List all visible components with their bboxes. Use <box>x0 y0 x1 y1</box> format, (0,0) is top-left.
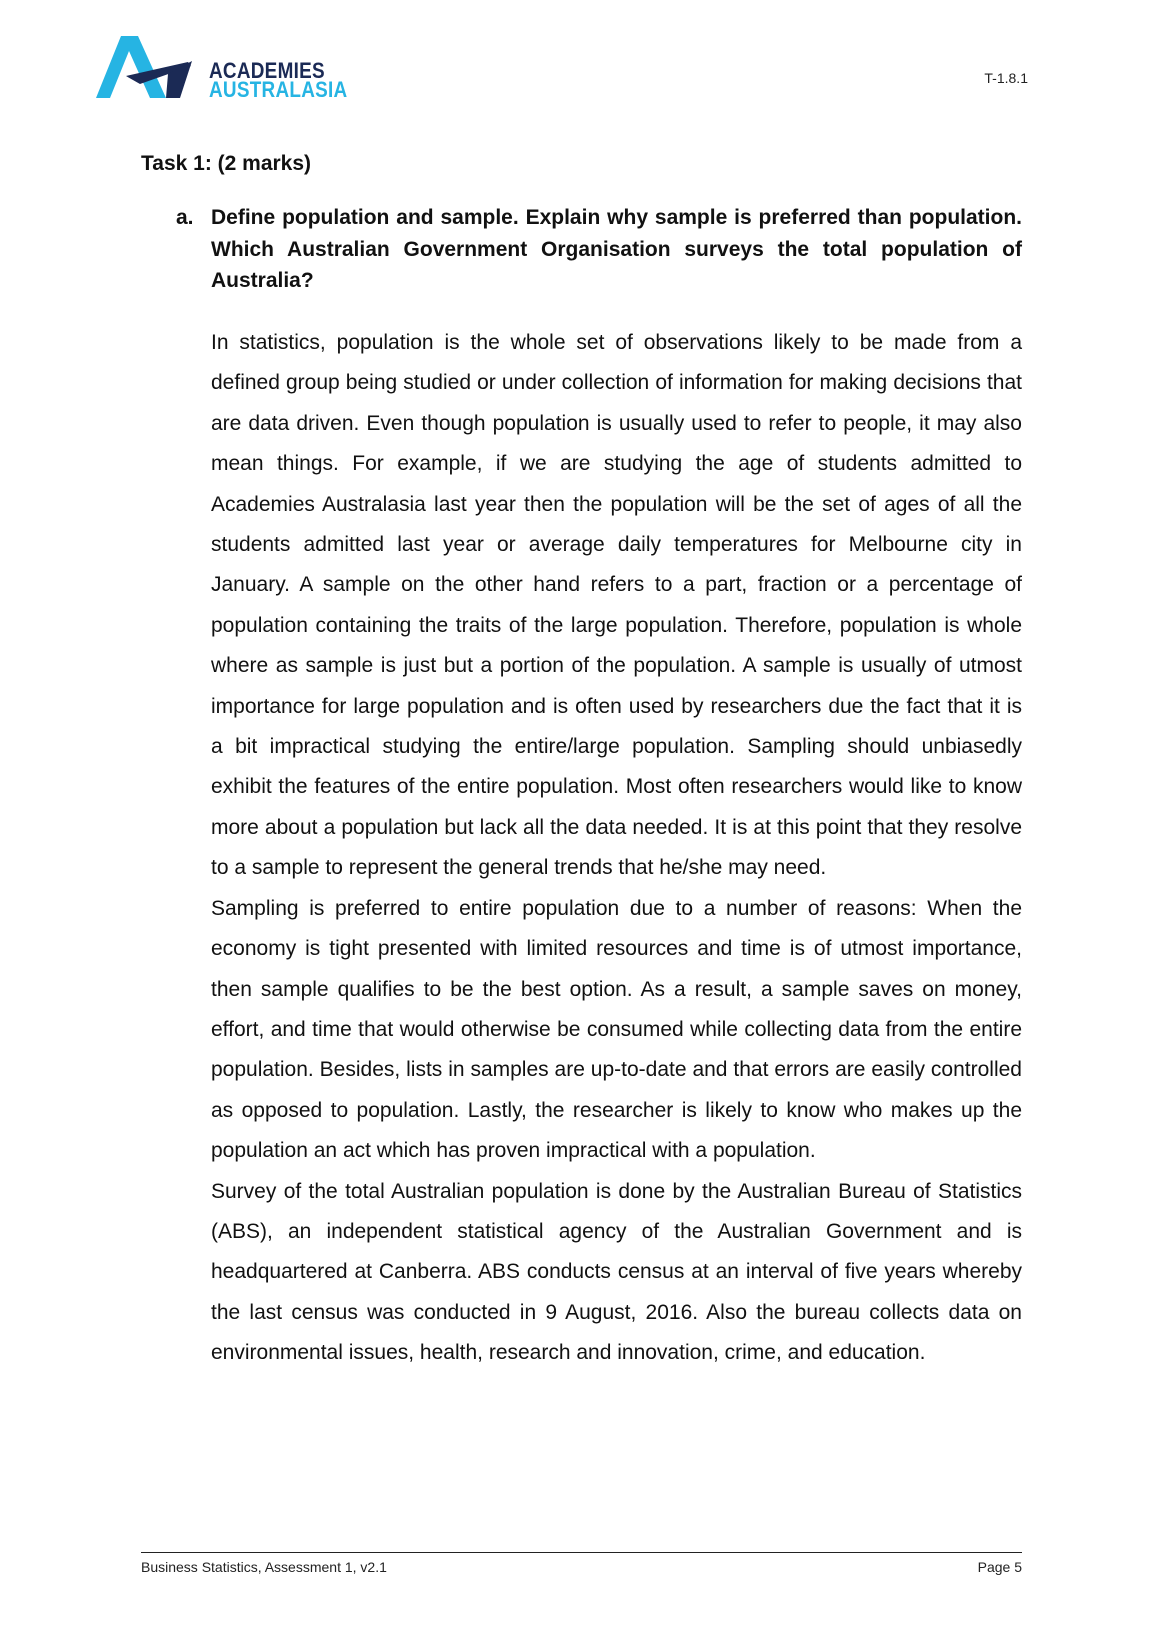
footer-document-title: Business Statistics, Assessment 1, v2.1 <box>141 1559 387 1575</box>
logo-line-australasia: AUSTRALASIA <box>209 77 348 102</box>
question-item <box>176 202 1022 297</box>
answer-paragraph-population-sample: In statistics, population is the whole set of observations likely to be made from a defined group being studied or under collection of information for making decisions that are data driven. Even though population is usually used to refer to people, it may also mean things. For example, if we are studying the age of students admitted to Academies Australasia last year then the population will be the set of ages of all the students admitted last year or average daily temperatures for Melbourne city in January. A sample on the other hand refers to a part, fraction or a percentage of population containing the traits of the large population. Therefore, population is whole where as sample is just but a portion of the population. A sample is usually of utmost importance for large population and is often used by researchers due the fact that it is a bit impractical studying the entire/large population. Sampling should unbiasedly exhibit the features of the entire population. Most often researchers would like to know more about a population but lack all the data needed. It is at this point that they resolve to a sample to represent the general trends that he/she may need. <box>211 331 1022 880</box>
task-title: Task 1: (2 marks) <box>141 152 312 175</box>
footer-page-number: Page 5 <box>977 1559 1022 1575</box>
answer-body <box>211 323 1022 1374</box>
academies-australasia-logo-icon <box>96 36 204 106</box>
question-label: a. <box>176 206 194 229</box>
question-text: Define population and sample. Explain why sample is preferred than population. Which Australian Government Organisation surveys the total population of Australia? <box>211 206 1022 292</box>
answer-paragraph-sampling-reasons: Sampling is preferred to entire population due to a number of reasons: When the economy is tight presented with limited resources and time is of utmost importance, then sample qualifies to be the best option. As a result, a sample saves on money, effort, and time that would otherwise be consumed while collecting data from the entire population. Besides, lists in samples are up-to-date and that errors are easily controlled as opposed to population. Lastly, the researcher is likely to know who makes up the population an act which has proven impractical with a population. <box>211 896 1022 1163</box>
answer-paragraph-abs: Survey of the total Australian population is done by the Australian Bureau of Statistics (ABS), an independent statistical agency of the Australian Government and is headquartered at Canberra. ABS conducts census at an interval of five years whereby the last census was conducted in 9 August, 2016. Also the bureau collects data on environmental issues, health, research and innovation, crime, and education. <box>211 1179 1022 1365</box>
logo-line-academies: ACADEMIES <box>209 58 325 83</box>
logo-wordmark <box>209 58 370 102</box>
footer-divider <box>141 1552 1022 1553</box>
academies-australasia-logo <box>96 36 356 108</box>
document-code: T-1.8.1 <box>984 70 1028 86</box>
